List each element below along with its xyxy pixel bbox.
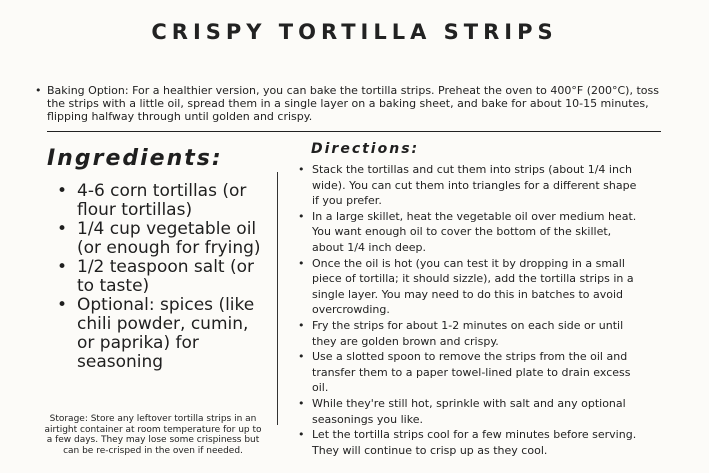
bullet-icon: • [298, 350, 305, 364]
ingredient-item [55, 296, 265, 372]
direction-step [297, 256, 642, 318]
direction-text: Let the tortilla strips cool for a few minutes before serving. They will continue to crisp up as they cool. [312, 428, 637, 457]
bullet-icon: • [57, 181, 68, 201]
bullet-icon: • [298, 396, 305, 410]
direction-step [297, 396, 642, 427]
direction-text: Fry the strips for about 1-2 minutes on each side or until they are golden brown and crispy. [312, 318, 624, 348]
recipe-title: CRISPY TORTILLA STRIPS [151, 20, 558, 44]
direction-step [297, 349, 642, 396]
storage-note: Storage: Store any leftover tortilla strips in an airtight container at room temperature for up to a few days. They may lose some crispiness but can be re-crisped in the oven if needed. [44, 414, 262, 456]
direction-text: While they're still hot, sprinkle with salt and any optional seasonings you like. [312, 396, 626, 426]
bullet-icon: • [57, 219, 68, 239]
direction-text: In a large skillet, heat the vegetable oil over medium heat. You want enough oil to cover the bottom of the skillet, about 1/4 inch deep. [312, 209, 637, 254]
divider-horizontal [47, 131, 661, 132]
direction-step [297, 427, 642, 458]
direction-text: Once the oil is hot (you can test it by dropping in a small piece of tortilla; it should sizzle), add the tortilla strips in a single layer. You may need to do this in batches to avoid overcrowding. [312, 256, 634, 317]
directions-list [297, 162, 642, 458]
direction-text: Stack the tortillas and cut them into strips (about 1/4 inch wide). You can cut them into triangles for a different shape if you prefer. [312, 163, 637, 208]
ingredient-item [55, 220, 265, 258]
bullet-icon: • [298, 428, 305, 442]
bullet-icon: • [298, 163, 305, 176]
ingredient-text: Optional: spices (like chili powder, cumin, or paprika) for seasoning [77, 295, 255, 372]
bullet-icon: • [57, 295, 68, 315]
directions-heading: Directions: [311, 141, 420, 157]
bullet-icon: • [298, 209, 305, 223]
direction-step [297, 209, 642, 256]
bullet-icon: • [57, 257, 68, 277]
direction-text: Use a slotted spoon to remove the strips from the oil and transfer them to a paper towel-lined plate to drain excess oil. [312, 350, 631, 395]
bullet-icon: • [298, 256, 305, 270]
ingredient-text: 1/2 teaspoon salt (or to taste) [77, 257, 255, 296]
direction-step [297, 318, 642, 349]
ingredient-item [55, 258, 265, 296]
ingredients-list [55, 182, 265, 372]
ingredient-text: 1/4 cup vegetable oil (or enough for frying) [77, 219, 261, 258]
baking-option-text: Baking Option: For a healthier version, you can bake the tortilla strips. Preheat the oven to 400°F (200°C), toss the strips with a little oil, spread them in a single layer on a baking sheet, and bake for about 10-15 minutes, flipping halfway through until golden and crispy. [47, 84, 659, 123]
ingredient-text: 4-6 corn tortillas (or flour tortillas) [77, 181, 247, 220]
divider-vertical [277, 172, 278, 425]
baking-option [35, 84, 670, 123]
bullet-icon: • [298, 318, 305, 332]
ingredients-heading: Ingredients: [47, 146, 223, 171]
ingredient-item [55, 182, 265, 220]
direction-step [297, 162, 642, 209]
bullet-icon: • [35, 84, 42, 97]
